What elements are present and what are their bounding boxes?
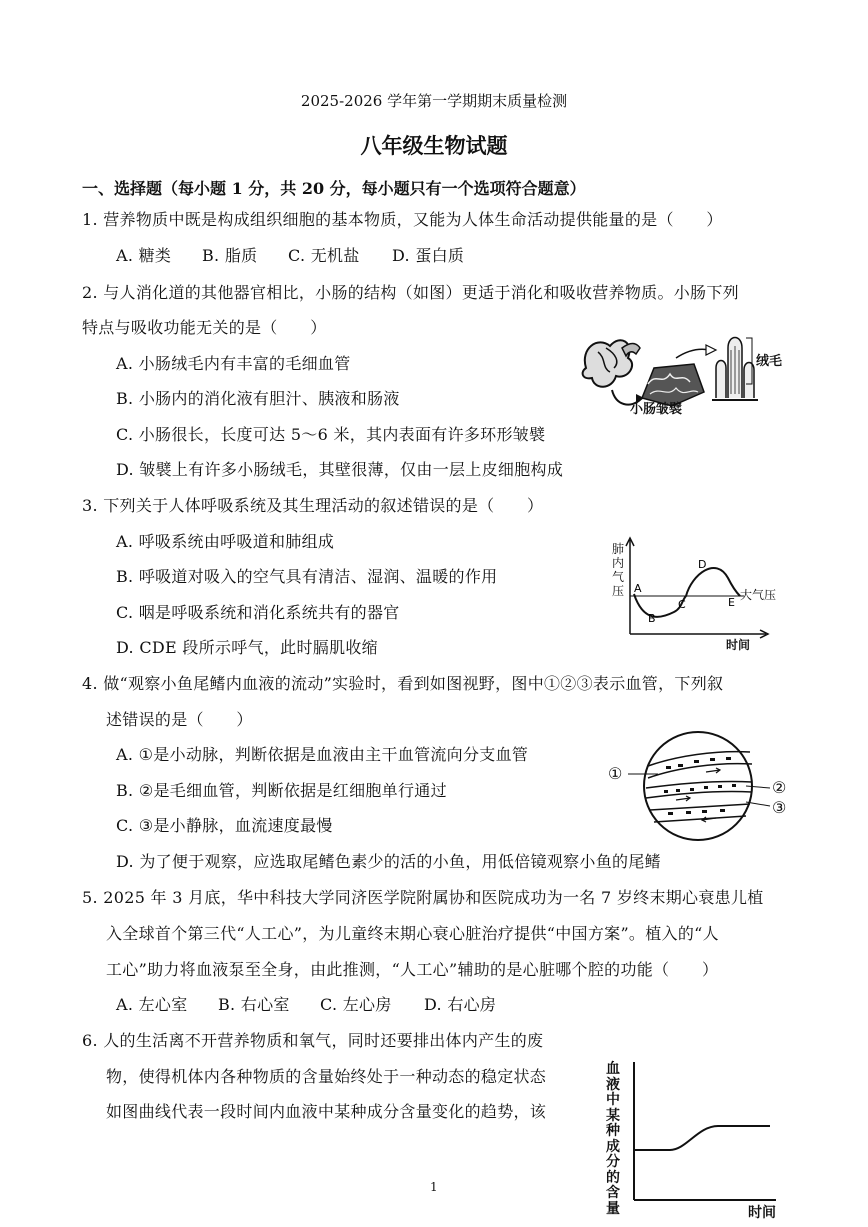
figure-label-fold: 小肠皱襞 bbox=[630, 402, 683, 417]
section-heading: 一、选择题（每小题 1 分，共 20 分，每小题只有一个选项符合题意） bbox=[82, 179, 586, 198]
q1-option-a: A. 糖类 bbox=[116, 246, 172, 265]
q5-stem-line1: 5. 2025 年 3 月底，华中科技大学同济医学院附属协和医院成功为一名 7 岁终末期心衰患儿植 bbox=[82, 888, 764, 907]
y-label-char: 气 bbox=[612, 570, 625, 584]
point-label-a: A bbox=[634, 582, 642, 595]
page-title: 八年级生物试题 bbox=[360, 133, 508, 158]
q2-option-a: A. 小肠绒毛内有丰富的毛细血管 bbox=[116, 354, 351, 373]
figure-label-villi: 绒毛 bbox=[756, 354, 783, 369]
q5-option-b: B. 右心室 bbox=[218, 995, 290, 1014]
small-intestine-figure bbox=[576, 328, 796, 420]
baseline-label: 大气压 bbox=[740, 588, 777, 602]
q5-option-d: D. 右心房 bbox=[424, 995, 497, 1014]
y-label-char: 某 bbox=[606, 1107, 620, 1124]
point-label-d: D bbox=[698, 558, 707, 571]
q3-stem: 3. 下列关于人体呼吸系统及其生理活动的叙述错误的是（ ） bbox=[82, 496, 544, 515]
y-label-char: 量 bbox=[606, 1200, 620, 1217]
page-number: 1 bbox=[430, 1180, 438, 1194]
q2-option-c: C. 小肠很长，长度可达 5～6 米，其内表面有许多环形皱襞 bbox=[116, 425, 546, 444]
q2-option-d: D. 皱襞上有许多小肠绒毛，其壁很薄，仅由一层上皮细胞构成 bbox=[116, 460, 564, 479]
q2-stem-line2: 特点与吸收功能无关的是（ ） bbox=[82, 318, 327, 337]
q6-y-axis-label bbox=[606, 1062, 622, 1217]
y-label-char: 液 bbox=[606, 1076, 620, 1093]
q3-option-a: A. 呼吸系统由呼吸道和肺组成 bbox=[116, 532, 335, 551]
q4-option-a: A. ①是小动脉，判断依据是血液由主干血管流向分支血管 bbox=[116, 745, 529, 764]
q6-stem-line1: 6. 人的生活离不开营养物质和氧气，同时还要排出体内产生的废 bbox=[82, 1031, 544, 1050]
q4-option-b: B. ②是毛细血管，判断依据是红细胞单行通过 bbox=[116, 781, 447, 800]
vessel-label-2: ② bbox=[772, 778, 787, 797]
q3-option-b: B. 呼吸道对吸入的空气具有清洁、湿润、温暖的作用 bbox=[116, 567, 498, 586]
y-label-char: 含 bbox=[606, 1185, 620, 1201]
y-label-char: 成 bbox=[606, 1138, 620, 1155]
q5-stem-line2: 入全球首个第三代“人工心”，为儿童终末期心衰心脏治疗提供“中国方案”。植入的“人 bbox=[106, 924, 719, 943]
q1-option-c: C. 无机盐 bbox=[288, 246, 360, 265]
q4-stem-line2: 述错误的是（ ） bbox=[106, 710, 253, 729]
lung-pressure-figure bbox=[606, 534, 796, 652]
point-label-c: C bbox=[678, 598, 686, 611]
q5-option-a: A. 左心室 bbox=[116, 995, 188, 1014]
y-label-char: 内 bbox=[612, 556, 625, 570]
q3-option-c: C. 咽是呼吸系统和消化系统共有的器官 bbox=[116, 603, 400, 622]
y-label-char: 的 bbox=[606, 1169, 620, 1186]
y-label-char: 分 bbox=[606, 1154, 620, 1170]
q5-option-c: C. 左心房 bbox=[320, 995, 392, 1014]
q4-stem-line1: 4. 做“观察小鱼尾鳍内血液的流动”实验时，看到如图视野，图中①②③表示血管，下列叙 bbox=[82, 674, 724, 693]
y-label-char: 血 bbox=[606, 1061, 620, 1077]
y-label-char: 种 bbox=[606, 1123, 620, 1139]
q6-stem-line2: 物，使得机体内各种物质的含量始终处于一种动态的稳定状态 bbox=[106, 1067, 547, 1086]
vessel-label-1: ① bbox=[608, 764, 623, 783]
q1-stem: 1. 营养物质中既是构成组织细胞的基本物质，又能为人体生命活动提供能量的是（ ） bbox=[82, 210, 723, 229]
q5-stem-line3: 工心”助力将血液泵至全身，由此推测，“人工心”辅助的是心脏哪个腔的功能（ ） bbox=[106, 960, 719, 979]
exam-header: 2025-2026 学年第一学期期末质量检测 bbox=[300, 92, 568, 110]
y-axis-label bbox=[612, 542, 626, 598]
microscope-view-figure bbox=[606, 728, 802, 846]
q4-option-c: C. ③是小静脉，血流速度最慢 bbox=[116, 816, 333, 835]
q3-option-d: D. CDE 段所示呼气，此时膈肌收缩 bbox=[116, 638, 378, 657]
q2-stem-line1: 2. 与人消化道的其他器官相比，小肠的结构（如图）更适于消化和吸收营养物质。小肠下列 bbox=[82, 283, 739, 302]
blood-component-figure bbox=[600, 1056, 790, 1220]
q1-option-b: B. 脂质 bbox=[202, 246, 258, 265]
point-label-b: B bbox=[648, 612, 656, 625]
q6-stem-line3: 如图曲线代表一段时间内血液中某种成分含量变化的趋势，该 bbox=[106, 1102, 547, 1121]
q2-option-b: B. 小肠内的消化液有胆汁、胰液和肠液 bbox=[116, 389, 400, 408]
vessel-label-3: ③ bbox=[772, 798, 787, 817]
y-label-char: 中 bbox=[606, 1092, 620, 1108]
y-label-char: 肺 bbox=[612, 542, 625, 556]
q6-x-axis-label: 时间 bbox=[748, 1205, 776, 1221]
q1-option-d: D. 蛋白质 bbox=[392, 246, 465, 265]
point-label-e: E bbox=[728, 596, 735, 609]
q4-option-d: D. 为了便于观察，应选取尾鳍色素少的活的小鱼，用低倍镜观察小鱼的尾鳍 bbox=[116, 852, 661, 871]
x-axis-label: 时间 bbox=[726, 638, 751, 652]
y-label-char: 压 bbox=[612, 584, 625, 598]
